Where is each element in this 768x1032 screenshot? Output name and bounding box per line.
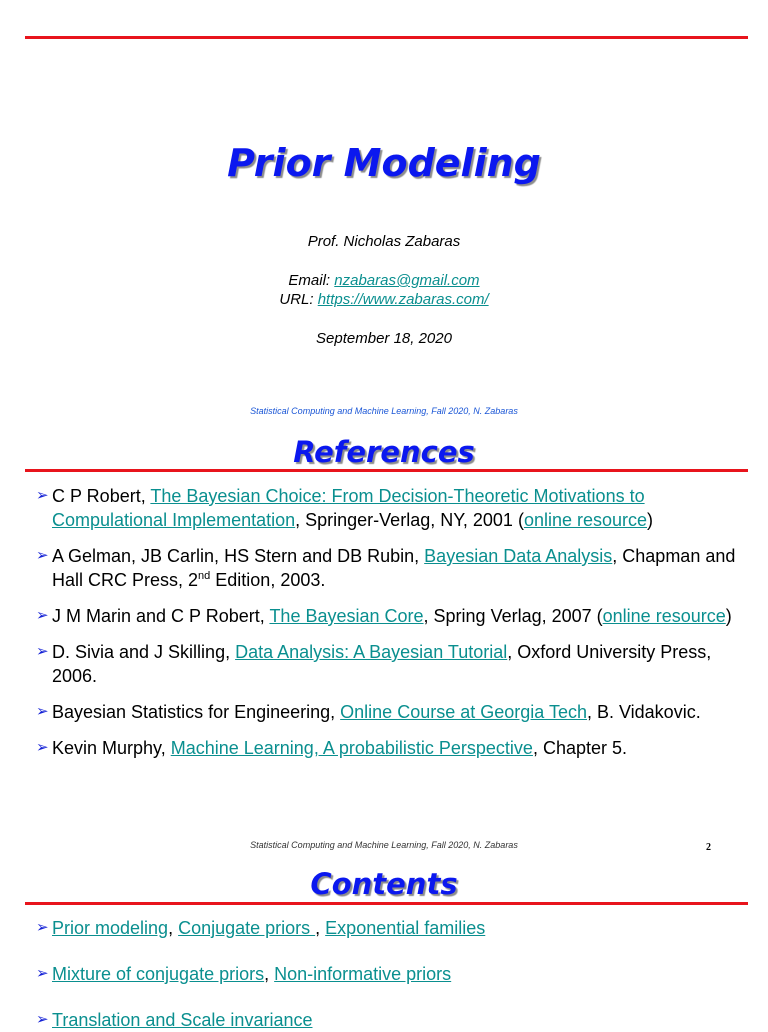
- separator: ,: [315, 918, 326, 938]
- exponential-families-link[interactable]: Exponential families: [325, 918, 486, 938]
- references-red-rule: [25, 469, 748, 472]
- contents-item: [36, 916, 736, 940]
- arrow-bullet-icon: ➢: [36, 965, 49, 982]
- arrow-bullet-icon: ➢: [36, 703, 49, 720]
- url-line: [0, 290, 768, 309]
- reference-link[interactable]: The Bayesian Core: [269, 606, 424, 626]
- references-list: [36, 484, 736, 760]
- arrow-bullet-icon: ➢: [36, 739, 49, 756]
- email-label: Email:: [288, 272, 335, 289]
- reference-text: , Springer-Verlag, NY, 2001 (: [295, 510, 524, 530]
- reference-link[interactable]: Bayesian Data Analysis: [424, 546, 613, 566]
- reference-link[interactable]: Data Analysis: A Bayesian Tutorial: [235, 642, 508, 662]
- online-resource-link[interactable]: online resource: [602, 606, 726, 626]
- presentation-date: September 18, 2020: [316, 330, 452, 347]
- slide2-footer: Statistical Computing and Machine Learning, Fall 2020, N. Zabaras: [250, 840, 518, 850]
- reference-text: ): [725, 606, 732, 626]
- page-number: 2: [706, 842, 711, 853]
- slide-title-contents: Contents: [310, 867, 458, 901]
- reference-text: C P Robert,: [52, 486, 151, 506]
- reference-item: [36, 700, 736, 724]
- email-link[interactable]: nzabaras@gmail.com: [334, 272, 480, 289]
- slide-title-references: References: [293, 435, 475, 469]
- reference-link[interactable]: The Bayesian Choice: From Decision-Theoretic Motivations to Compulational Implementation: [52, 486, 645, 530]
- email-line: [0, 271, 768, 290]
- separator: ,: [168, 918, 179, 938]
- arrow-bullet-icon: ➢: [36, 919, 49, 936]
- slide1-footer: Statistical Computing and Machine Learning, Fall 2020, N. Zabaras: [250, 406, 518, 416]
- reference-link[interactable]: Online Course at Georgia Tech: [340, 702, 587, 722]
- arrow-bullet-icon: ➢: [36, 607, 49, 624]
- prior-modeling-link[interactable]: Prior modeling: [52, 918, 169, 938]
- reference-item: [36, 544, 736, 592]
- reference-text: A Gelman, JB Carlin, HS Stern and DB Rubin,: [52, 546, 425, 566]
- url-label: URL:: [279, 291, 318, 308]
- top-red-rule: [25, 36, 748, 39]
- reference-text: J M Marin and C P Robert,: [52, 606, 270, 626]
- reference-item: [36, 736, 736, 760]
- separator: ,: [264, 964, 275, 984]
- arrow-bullet-icon: ➢: [36, 487, 49, 504]
- contents-item: [36, 962, 736, 986]
- superscript: nd: [198, 570, 211, 582]
- translation-scale-invariance-link[interactable]: Translation and Scale invariance: [52, 1010, 313, 1030]
- arrow-bullet-icon: ➢: [36, 547, 49, 564]
- contents-red-rule: [25, 902, 748, 905]
- reference-text: Bayesian Statistics for Engineering,: [52, 702, 341, 722]
- reference-text: , Spring Verlag, 2007 (: [423, 606, 603, 626]
- reference-text: Kevin Murphy,: [52, 738, 171, 758]
- url-link[interactable]: https://www.zabaras.com/: [317, 291, 489, 308]
- reference-item: [36, 484, 736, 532]
- reference-text: , Chapter 5.: [532, 738, 627, 758]
- online-resource-link[interactable]: online resource: [523, 510, 648, 530]
- reference-text: , Chapman and Hall CRC Press, 2: [52, 546, 736, 590]
- mixture-conjugate-priors-link[interactable]: Mixture of conjugate priors: [52, 964, 265, 984]
- slide-title-prior-modeling: Prior Modeling: [227, 141, 541, 185]
- reference-text: Edition, 2003.: [210, 570, 326, 590]
- reference-text: , Oxford University Press, 2006.: [52, 642, 712, 686]
- reference-text: D. Sivia and J Skilling,: [52, 642, 236, 662]
- arrow-bullet-icon: ➢: [36, 1011, 49, 1028]
- reference-item: [36, 604, 736, 628]
- contents-item: [36, 1008, 736, 1032]
- non-informative-priors-link[interactable]: Non-informative priors: [274, 964, 452, 984]
- reference-item: [36, 640, 736, 688]
- reference-text: ): [647, 510, 654, 530]
- arrow-bullet-icon: ➢: [36, 643, 49, 660]
- author-name: Prof. Nicholas Zabaras: [307, 233, 461, 250]
- reference-link[interactable]: Machine Learning, A probabilistic Perspective: [170, 738, 533, 758]
- contents-list: [36, 916, 736, 1032]
- reference-text: , B. Vidakovic.: [586, 702, 701, 722]
- conjugate-priors-link[interactable]: Conjugate priors: [178, 918, 316, 938]
